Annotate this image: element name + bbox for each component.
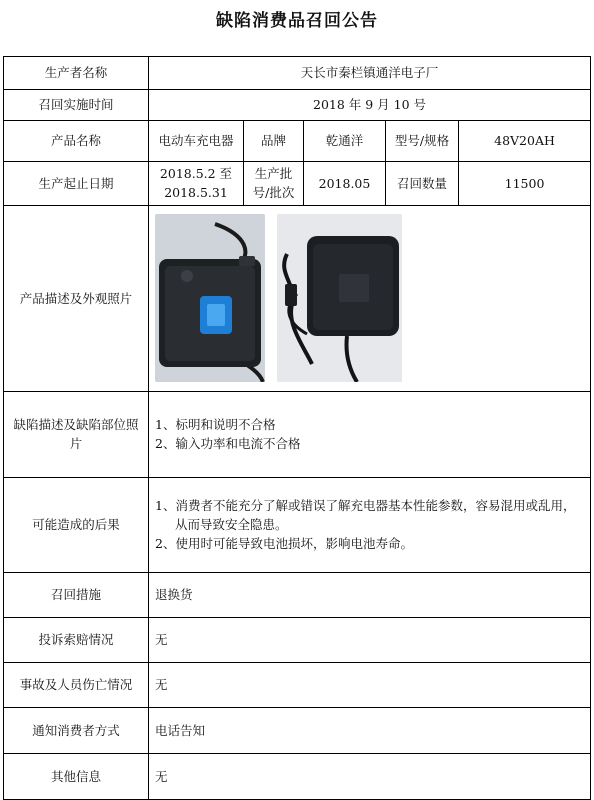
row-description — [4, 205, 591, 391]
product-photo-back — [277, 214, 402, 382]
consequence-item: 2、使用时可能导致电池损坏，影响电池寿命。 — [155, 536, 413, 552]
measures-label: 召回措施 — [4, 572, 149, 617]
row-maker — [4, 57, 591, 90]
brand-value: 乾通洋 — [304, 121, 386, 162]
row-notify — [4, 707, 591, 753]
maker-label: 生产者名称 — [4, 57, 149, 90]
batch-label: 生产批号/批次 — [244, 162, 304, 206]
row-recall-time — [4, 90, 591, 121]
description-photos — [149, 205, 591, 391]
model-label: 型号/规格 — [386, 121, 459, 162]
defect-value — [149, 391, 591, 477]
product-value: 电动车充电器 — [149, 121, 244, 162]
batch-value: 2018.05 — [304, 162, 386, 206]
maker-value: 天长市秦栏镇通洋电子厂 — [149, 57, 591, 90]
row-defect — [4, 391, 591, 477]
defect-label: 缺陷描述及缺陷部位照片 — [4, 391, 149, 477]
recall-table — [3, 56, 591, 800]
qty-value: 11500 — [459, 162, 591, 206]
recall-time-label: 召回实施时间 — [4, 90, 149, 121]
description-label: 产品描述及外观照片 — [4, 205, 149, 391]
complaints-label: 投诉索赔情况 — [4, 617, 149, 662]
row-product — [4, 121, 591, 162]
notify-label: 通知消费者方式 — [4, 707, 149, 753]
product-photo-front — [155, 214, 265, 382]
consequence-value — [149, 477, 591, 572]
product-label: 产品名称 — [4, 121, 149, 162]
row-accidents — [4, 662, 591, 707]
qty-label: 召回数量 — [386, 162, 459, 206]
complaints-value: 无 — [149, 617, 591, 662]
row-measures — [4, 572, 591, 617]
measures-value: 退换货 — [149, 572, 591, 617]
row-complaints — [4, 617, 591, 662]
consequence-label: 可能造成的后果 — [4, 477, 149, 572]
accidents-label: 事故及人员伤亡情况 — [4, 662, 149, 707]
accidents-value: 无 — [149, 662, 591, 707]
production-value: 2018.5.2 至 2018.5.31 — [149, 162, 244, 206]
defect-item: 2、输入功率和电流不合格 — [155, 436, 301, 452]
row-production — [4, 162, 591, 206]
consequence-item: 1、消费者不能充分了解或错误了解充电器基本性能参数，容易混用或乱用，从而导致安全隐患。 — [155, 497, 576, 533]
other-value: 无 — [149, 753, 591, 799]
row-other — [4, 753, 591, 799]
brand-label: 品牌 — [244, 121, 304, 162]
defect-item: 1、标明和说明不合格 — [155, 416, 276, 432]
model-value: 48V20AH — [459, 121, 591, 162]
recall-time-value: 2018 年 9 月 10 号 — [149, 90, 591, 121]
production-label: 生产起止日期 — [4, 162, 149, 206]
other-label: 其他信息 — [4, 753, 149, 799]
notify-value: 电话告知 — [149, 707, 591, 753]
page-title: 缺陷消费品召回公告 — [216, 11, 378, 31]
row-consequence — [4, 477, 591, 572]
